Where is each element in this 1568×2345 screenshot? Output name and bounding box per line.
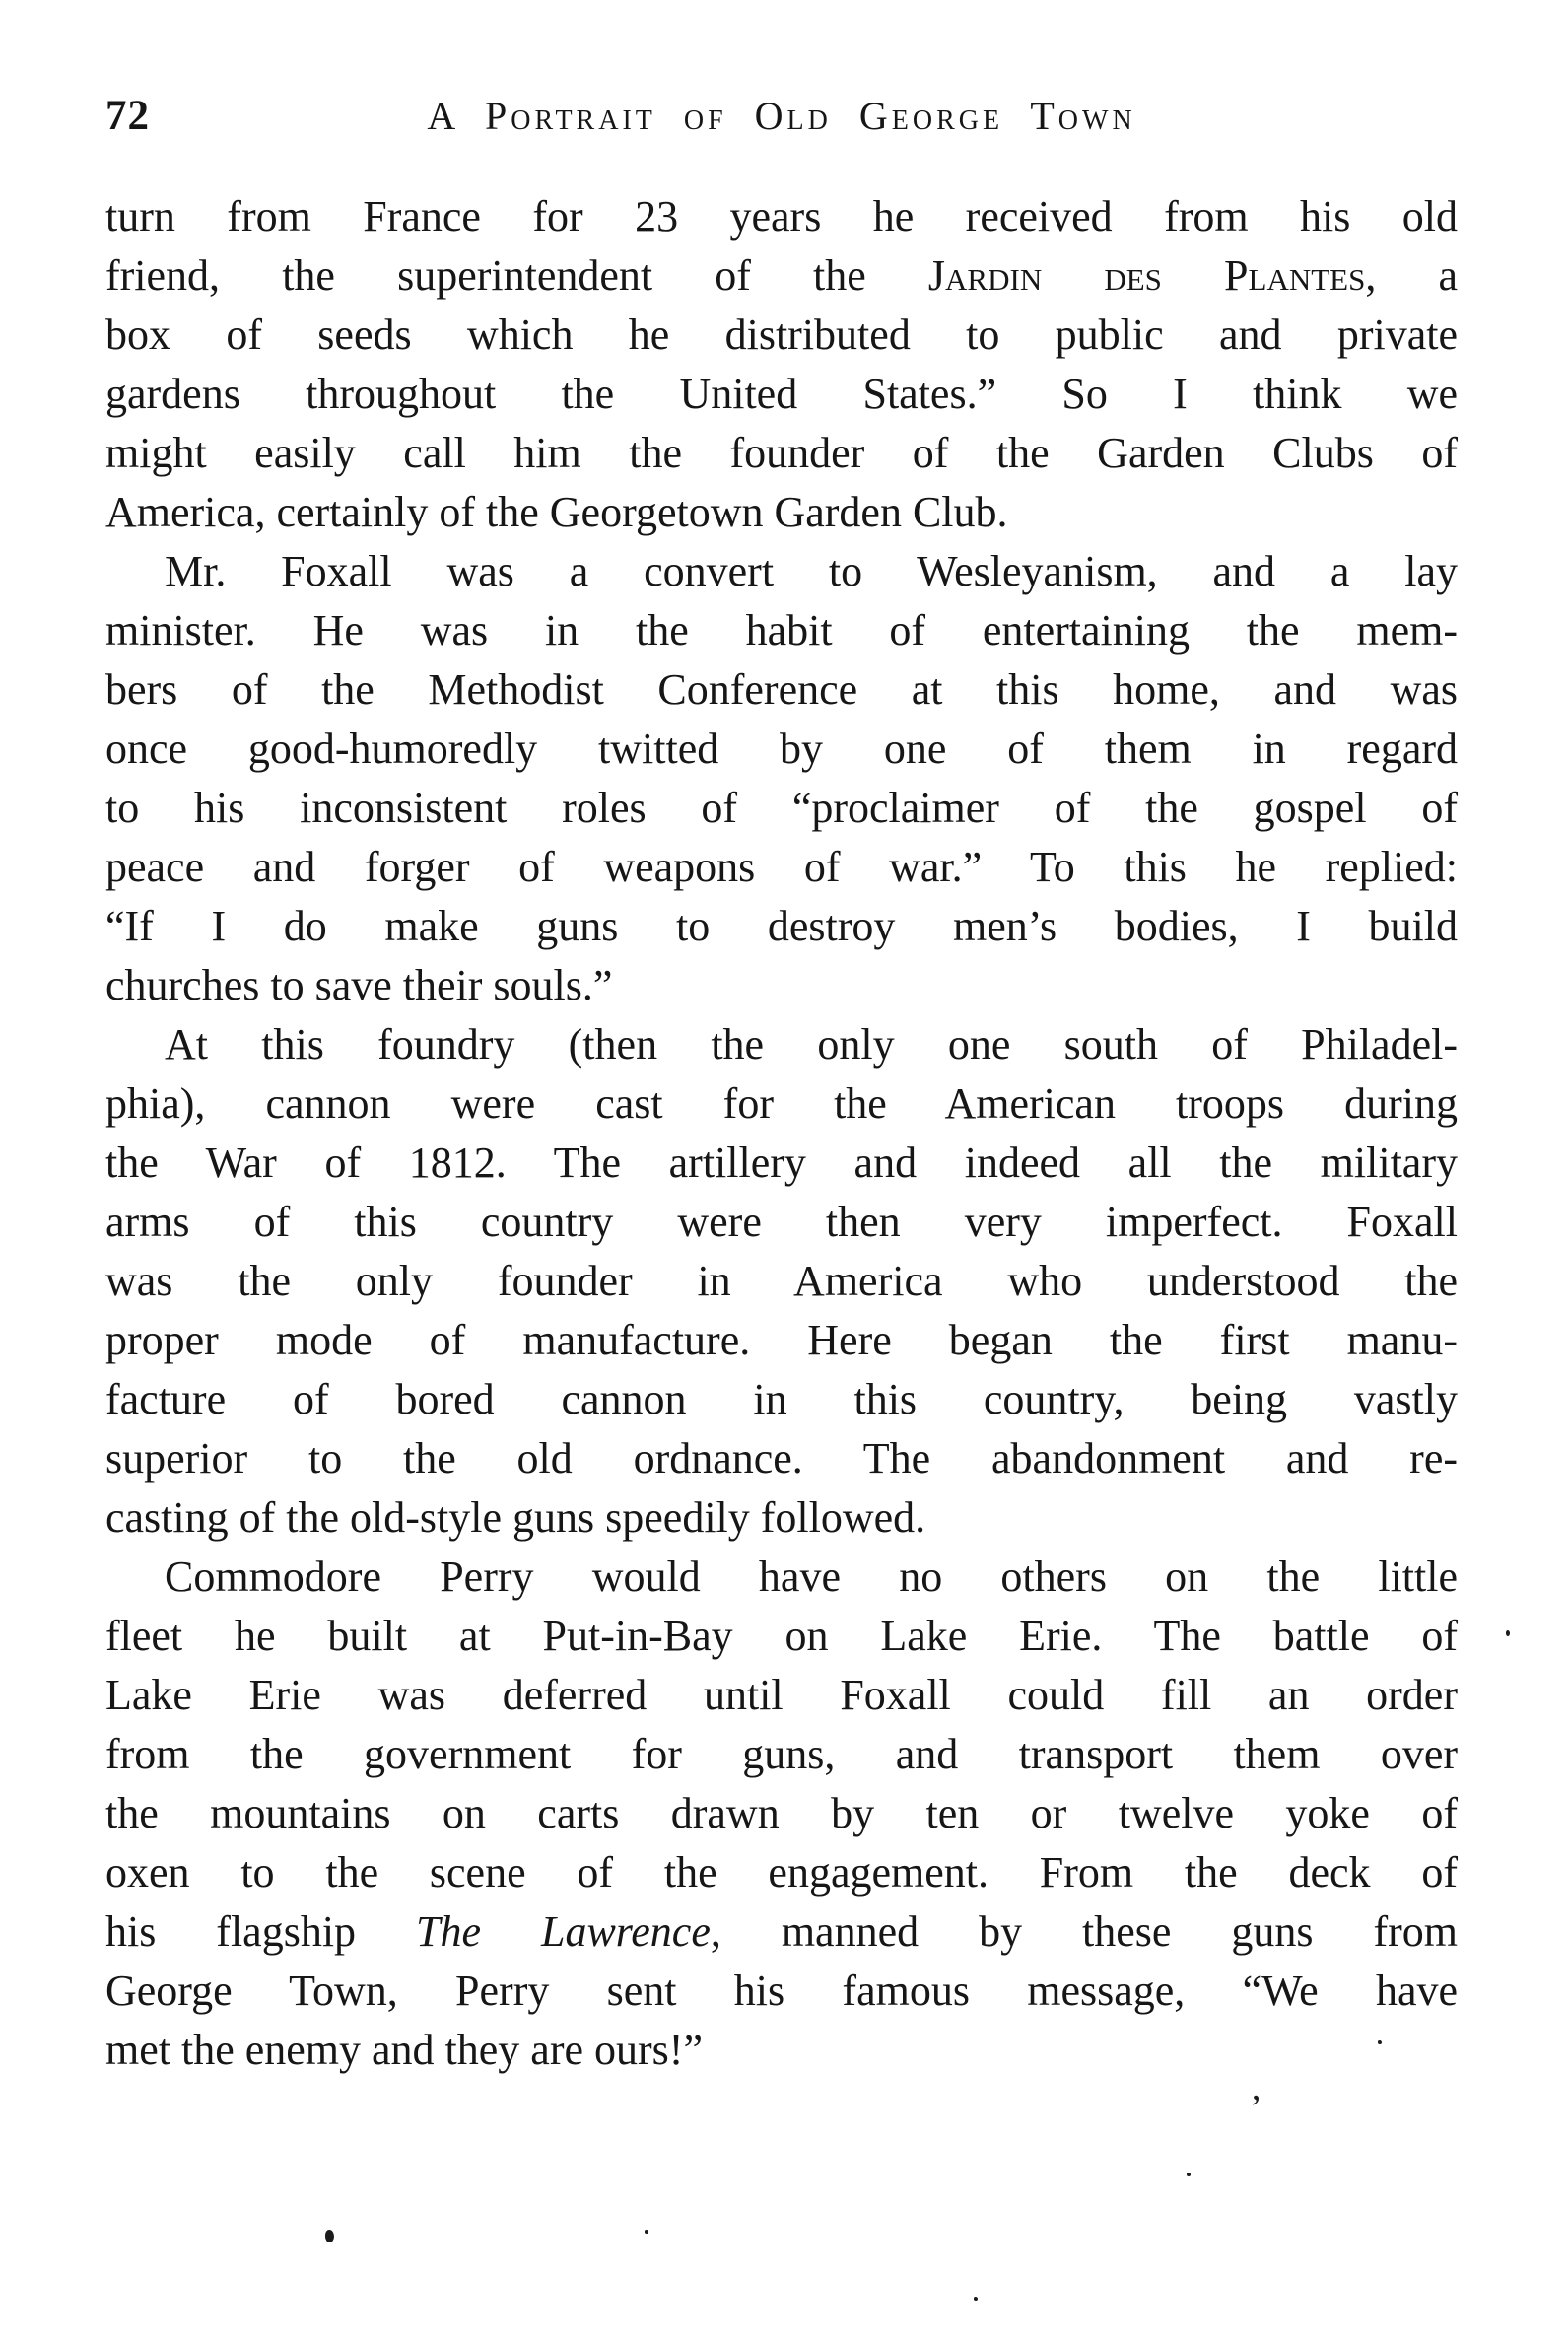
text-line xyxy=(105,483,1458,542)
text-segment: bers of the Methodist Conference at this home, and was xyxy=(105,665,1458,714)
scan-speck xyxy=(1187,2173,1191,2176)
text-segment: met the enemy and they are ours!” xyxy=(105,2026,703,2074)
text-line xyxy=(105,306,1458,365)
text-segment: George Town, Perry sent his famous message, “We have xyxy=(105,1966,1458,2015)
text-line xyxy=(105,1843,1458,1902)
text-segment: peace and forger of weapons of war.” To this he replied: xyxy=(105,843,1458,891)
text-segment: Mr. Foxall was a convert to Wesleyanism, and a lay xyxy=(165,547,1458,595)
text-segment: once good-humoredly twitted by one of them in regard xyxy=(105,724,1458,773)
text-line xyxy=(105,187,1458,246)
text-segment: proper mode of manufacture. Here began the first manu- xyxy=(105,1316,1458,1364)
text-segment: , a xyxy=(1365,251,1458,300)
page-number: 72 xyxy=(105,93,150,139)
text-line xyxy=(105,1607,1458,1666)
text-line xyxy=(105,1902,1458,1962)
text-line xyxy=(105,956,1458,1015)
text-line xyxy=(105,1015,1458,1074)
text-line xyxy=(105,424,1458,483)
page-body xyxy=(105,187,1458,2080)
text-segment: gardens throughout the United States.” So I think we xyxy=(105,370,1458,418)
text-line xyxy=(105,365,1458,424)
text-segment: phia), cannon were cast for the American troops during xyxy=(105,1079,1458,1128)
text-line xyxy=(105,1548,1458,1607)
text-segment: box of seeds which he distributed to public and private xyxy=(105,310,1458,359)
text-line xyxy=(105,897,1458,956)
text-segment: his flagship xyxy=(105,1907,417,1956)
text-line xyxy=(105,1784,1458,1843)
text-segment: “If I do make guns to destroy men’s bodies, I build xyxy=(105,902,1458,950)
text-segment: oxen to the scene of the engagement. From the deck of xyxy=(105,1848,1458,1897)
scan-speck xyxy=(974,2297,978,2301)
running-header xyxy=(105,95,1458,142)
scan-speck xyxy=(645,2230,648,2234)
text-line xyxy=(105,1193,1458,1252)
text-line xyxy=(105,1429,1458,1488)
text-line xyxy=(105,720,1458,779)
text-segment: the War of 1812. The artillery and indeed all the military xyxy=(105,1138,1458,1187)
text-segment: to his inconsistent roles of “proclaimer of the gospel of xyxy=(105,784,1458,832)
text-segment: The Lawrence xyxy=(416,1907,711,1956)
text-segment: turn from France for 23 years he received from his old xyxy=(105,192,1458,241)
text-line xyxy=(105,838,1458,897)
text-segment: superior to the old ordnance. The abandonment and re- xyxy=(105,1434,1458,1483)
text-line xyxy=(105,1311,1458,1370)
text-segment: Commodore Perry would have no others on the little xyxy=(165,1552,1458,1601)
paragraph xyxy=(105,542,1458,1015)
text-line xyxy=(105,1488,1458,1548)
text-segment: fleet he built at Put-in-Bay on Lake Erie. The battle of xyxy=(105,1612,1458,1660)
text-segment: America, certainly of the Georgetown Garden Club. xyxy=(105,488,1008,536)
text-line xyxy=(105,779,1458,838)
scan-speck xyxy=(325,2230,334,2242)
running-title: A Portrait of Old George Town xyxy=(427,94,1136,138)
text-segment: the mountains on carts drawn by ten or twelve yoke of xyxy=(105,1789,1458,1837)
text-line xyxy=(105,1252,1458,1311)
text-line xyxy=(105,1962,1458,2021)
text-line xyxy=(105,246,1458,306)
scan-speck xyxy=(1506,1630,1510,1636)
text-segment: Jardin des Plantes xyxy=(927,251,1366,300)
text-segment: casting of the old-style guns speedily followed. xyxy=(105,1493,926,1542)
paragraph xyxy=(105,1548,1458,2080)
text-line xyxy=(105,660,1458,720)
text-segment: Lake Erie was deferred until Foxall could fill an order xyxy=(105,1671,1458,1719)
text-segment: arms of this country were then very imperfect. Foxall xyxy=(105,1198,1458,1246)
paragraph xyxy=(105,187,1458,542)
text-segment: was the only founder in America who understood the xyxy=(105,1257,1458,1305)
text-line xyxy=(105,1134,1458,1193)
text-line xyxy=(105,601,1458,660)
text-line xyxy=(105,2021,1458,2080)
paragraph xyxy=(105,1015,1458,1548)
text-line xyxy=(105,1666,1458,1725)
text-segment: , manned by these guns from xyxy=(710,1907,1458,1956)
text-line xyxy=(105,542,1458,601)
text-segment: churches to save their souls.” xyxy=(105,961,613,1009)
text-segment: minister. He was in the habit of entertaining the mem- xyxy=(105,606,1458,655)
text-segment: facture of bored cannon in this country, being vastly xyxy=(105,1375,1458,1423)
text-segment: At this foundry (then the only one south of Philadel- xyxy=(165,1020,1458,1069)
text-segment: from the government for guns, and transport them over xyxy=(105,1730,1458,1778)
text-line xyxy=(105,1725,1458,1784)
text-line xyxy=(105,1074,1458,1134)
text-segment: friend, the superintendent of the xyxy=(105,251,928,300)
text-segment: might easily call him the founder of the Garden Clubs of xyxy=(105,429,1458,477)
scan-speck: ’ xyxy=(1250,2088,1262,2129)
text-line xyxy=(105,1370,1458,1429)
